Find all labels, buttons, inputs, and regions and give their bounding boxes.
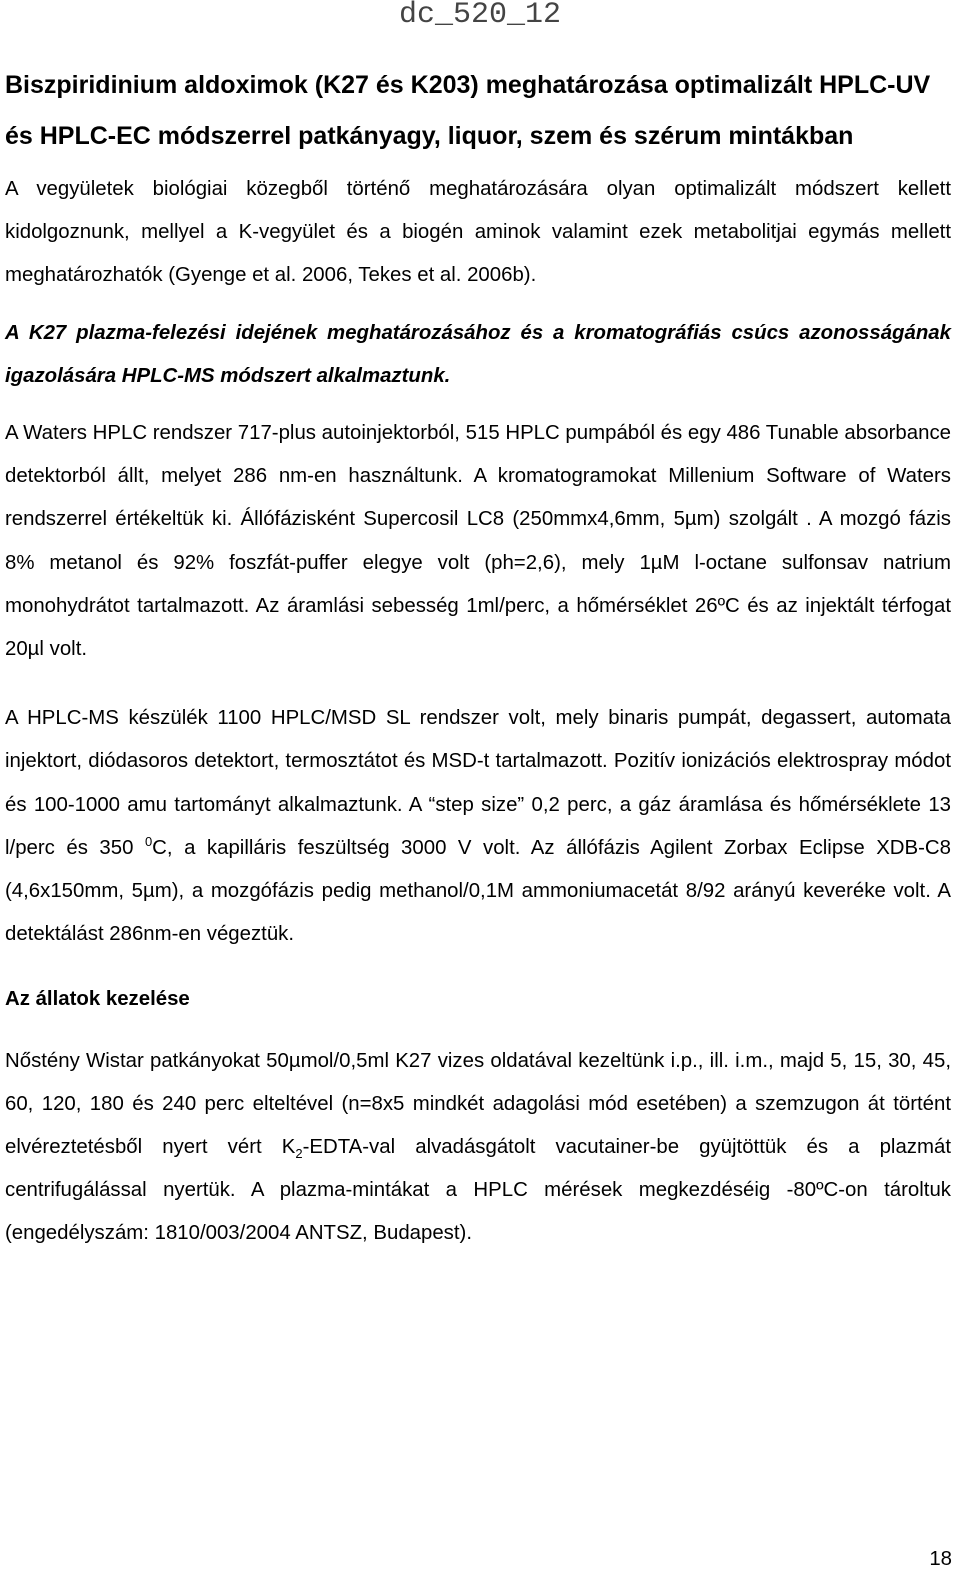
document-title: Biszpiridinium aldoximok (K27 és K203) meghatározása optimalizált HPLC-UV és HPLC-EC módszerrel patkányagy, liquor, szem és szérum mintákban: [5, 71, 931, 150]
paragraph-waters-hplc: A Waters HPLC rendszer 717-plus autoinjektorból, 515 HPLC pumpából és egy 486 Tunable absorbance detektorból állt, melyet 286 nm-en használtunk. A kromatogramokat Millenium Software of Waters rendszerrel értékeltük ki. Állófázisként Supercosil LC8 (250mmx4,6mm, 5µm) szolgált . A mozgó fázis 8% metanol és 92% foszfát-puffer elegye volt (ph=2,6), mely 1µM l-octane sulfonsav natrium monohydrátot tartalmazott. Az áramlási sebesség 1ml/perc, a hőmérséklet 26ºC és az injektált térfogat 20µl volt.: [5, 422, 951, 661]
paragraph-hplc-ms-text-a: A HPLC-MS készülék 1100 HPLC/MSD SL rendszer volt, mely binaris pumpát, degassert, automata injektort, diódasoros detektort, termosztátot és MSD-t tartalmazott. Pozitív ionizációs elektrospray módot és 100-1000 amu tartományt alkalmaztunk. A “step size” 0,2 perc, a gáz áramlása és hőmérséklete 13 l/perc és 350: [5, 707, 951, 859]
paragraph-animal-text-a: Nőstény Wistar patkányokat 50µmol/0,5ml K27 vizes oldatával kezeltünk i.p., ill. i.m., majd 5, 15, 30, 45, 60, 120, 180 és 240 perc elteltével (n=8x5 mindkét adagolási mód esetében) a szemzugon át történt elvéreztetésből nyert vért K: [5, 1049, 951, 1159]
paragraph-animal-text-b: -EDTA-val alvadásgátolt vacutainer-be gyüjtöttük és a plazmát centrifugálással nyertük. A plazma-mintákat a HPLC mérések megkezdéséig -80ºC-on tároltuk (engedélyszám: 1810/003/2004 ANTSZ, Budapest).: [5, 1136, 951, 1245]
degree-superscript: 0: [144, 834, 153, 850]
paragraph-hplc-ms-purpose: A K27 plazma-felezési idejének meghatározásához és a kromatográfiás csúcs azonosságának igazolására HPLC-MS módszert alkalmaztunk.: [5, 321, 951, 387]
paragraph-intro: A vegyületek biológiai közegből történő meghatározására olyan optimalizált módszert kellett kidolgoznunk, mellyel a K-vegyület és a biogén aminok valamint ezek metabolitjai egymás mellett meghatározhatók (Gyenge et al. 2006, Tekes et al. 2006b).: [5, 178, 951, 287]
document-code-header: dc_520_12: [398, 0, 562, 32]
subscript-2: 2: [295, 1146, 303, 1162]
page-number: 18: [929, 1548, 952, 1570]
section-heading-animal-treatment: Az állatok kezelése: [5, 988, 190, 1011]
paragraph-hplc-ms-device: [5, 697, 951, 956]
document-body: [5, 60, 951, 1256]
paragraph-hplc-ms-text-b: C, a kapilláris feszültség 3000 V volt. Az állófázis Agilent Zorbax Eclipse XDB-C8 (4,6x150mm, 5µm), a mozgófázis pedig methanol/0,1M ammoniumacetát 8/92 arányú keveréke volt. A detektálást 286nm-en végeztük.: [5, 836, 951, 946]
paragraph-animal-treatment: [5, 1040, 951, 1256]
